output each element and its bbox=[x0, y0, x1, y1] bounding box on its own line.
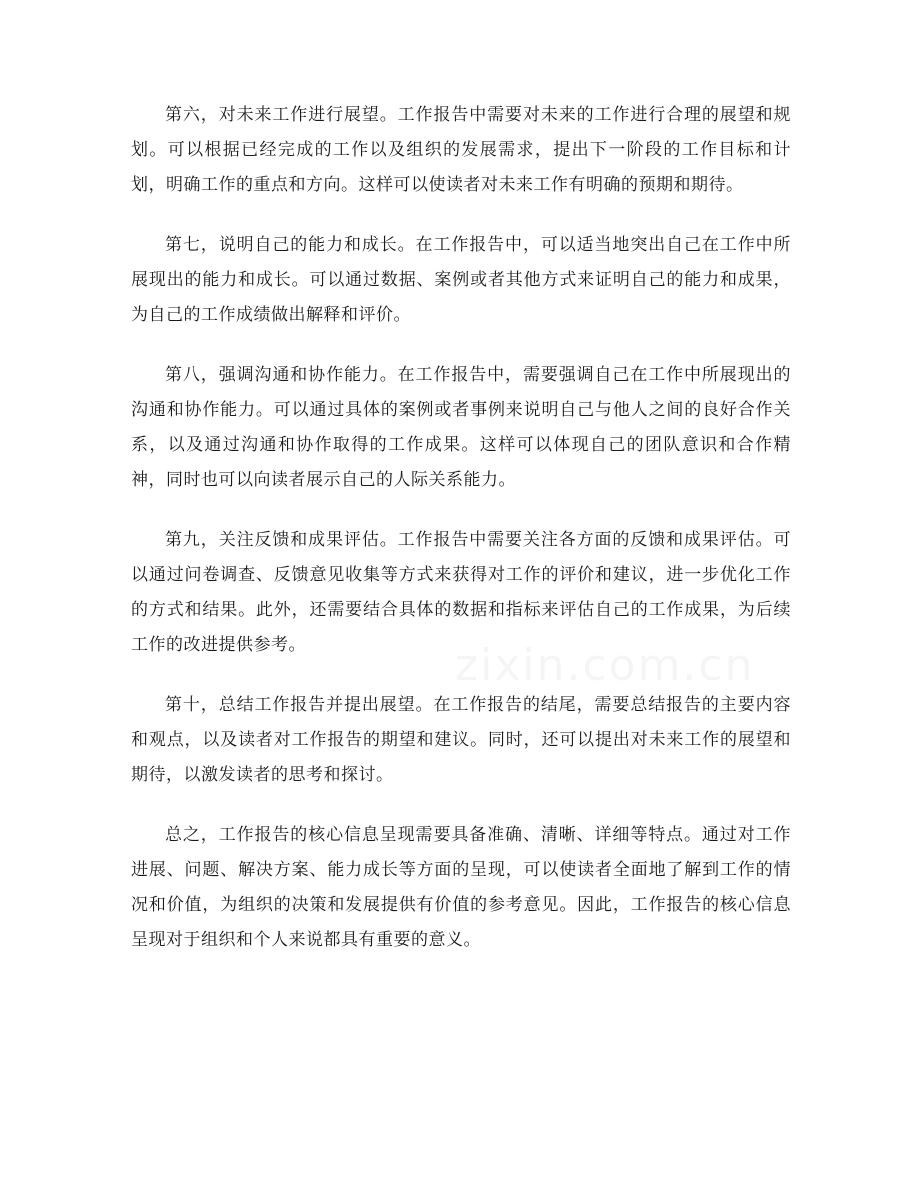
paragraph-10: 第十，总结工作报告并提出展望。在工作报告的结尾，需要总结报告的主要内容和观点，以及读者对工作报告的期望和建议。同时，还可以提出对未来工作的展望和期待，以激发读者的思考和探讨。 bbox=[131, 695, 791, 785]
paragraph-8: 第八，强调沟通和协作能力。在工作报告中，需要强调自己在工作中所展现出的沟通和协作能力。可以通过具体的案例或者事例来说明自己与他人之间的良好合作关系，以及通过沟通和协作取得的工作成果。这样可以体现自己的团队意识和合作精神，同时也可以向读者展示自己的人际关系能力。 bbox=[131, 365, 791, 490]
paragraph-summary: 总之，工作报告的核心信息呈现需要具备准确、清晰、详细等特点。通过对工作进展、问题、解决方案、能力成长等方面的呈现，可以使读者全面地了解到工作的情况和价值，为组织的决策和发展提供有价值的参考意见。因此，工作报告的核心信息呈现对于组织和个人来说都具有重要的意义。 bbox=[131, 825, 791, 950]
paragraph-7: 第七，说明自己的能力和成长。在工作报告中，可以适当地突出自己在工作中所展现出的能力和成长。可以通过数据、案例或者其他方式来证明自己的能力和成果，为自己的工作成绩做出解释和评价。 bbox=[131, 235, 791, 325]
paragraph-6: 第六，对未来工作进行展望。工作报告中需要对未来的工作进行合理的展望和规划。可以根据已经完成的工作以及组织的发展需求，提出下一阶段的工作目标和计划，明确工作的重点和方向。这样可以使读者对未来工作有明确的预期和期待。 bbox=[131, 105, 791, 195]
paragraph-9: 第九，关注反馈和成果评估。工作报告中需要关注各方面的反馈和成果评估。可以通过问卷调查、反馈意见收集等方式来获得对工作的评价和建议，进一步优化工作的方式和结果。此外，还需要结合具体的数据和指标来评估自己的工作成果，为后续工作的改进提供参考。 bbox=[131, 530, 791, 655]
document-body bbox=[131, 98, 791, 983]
